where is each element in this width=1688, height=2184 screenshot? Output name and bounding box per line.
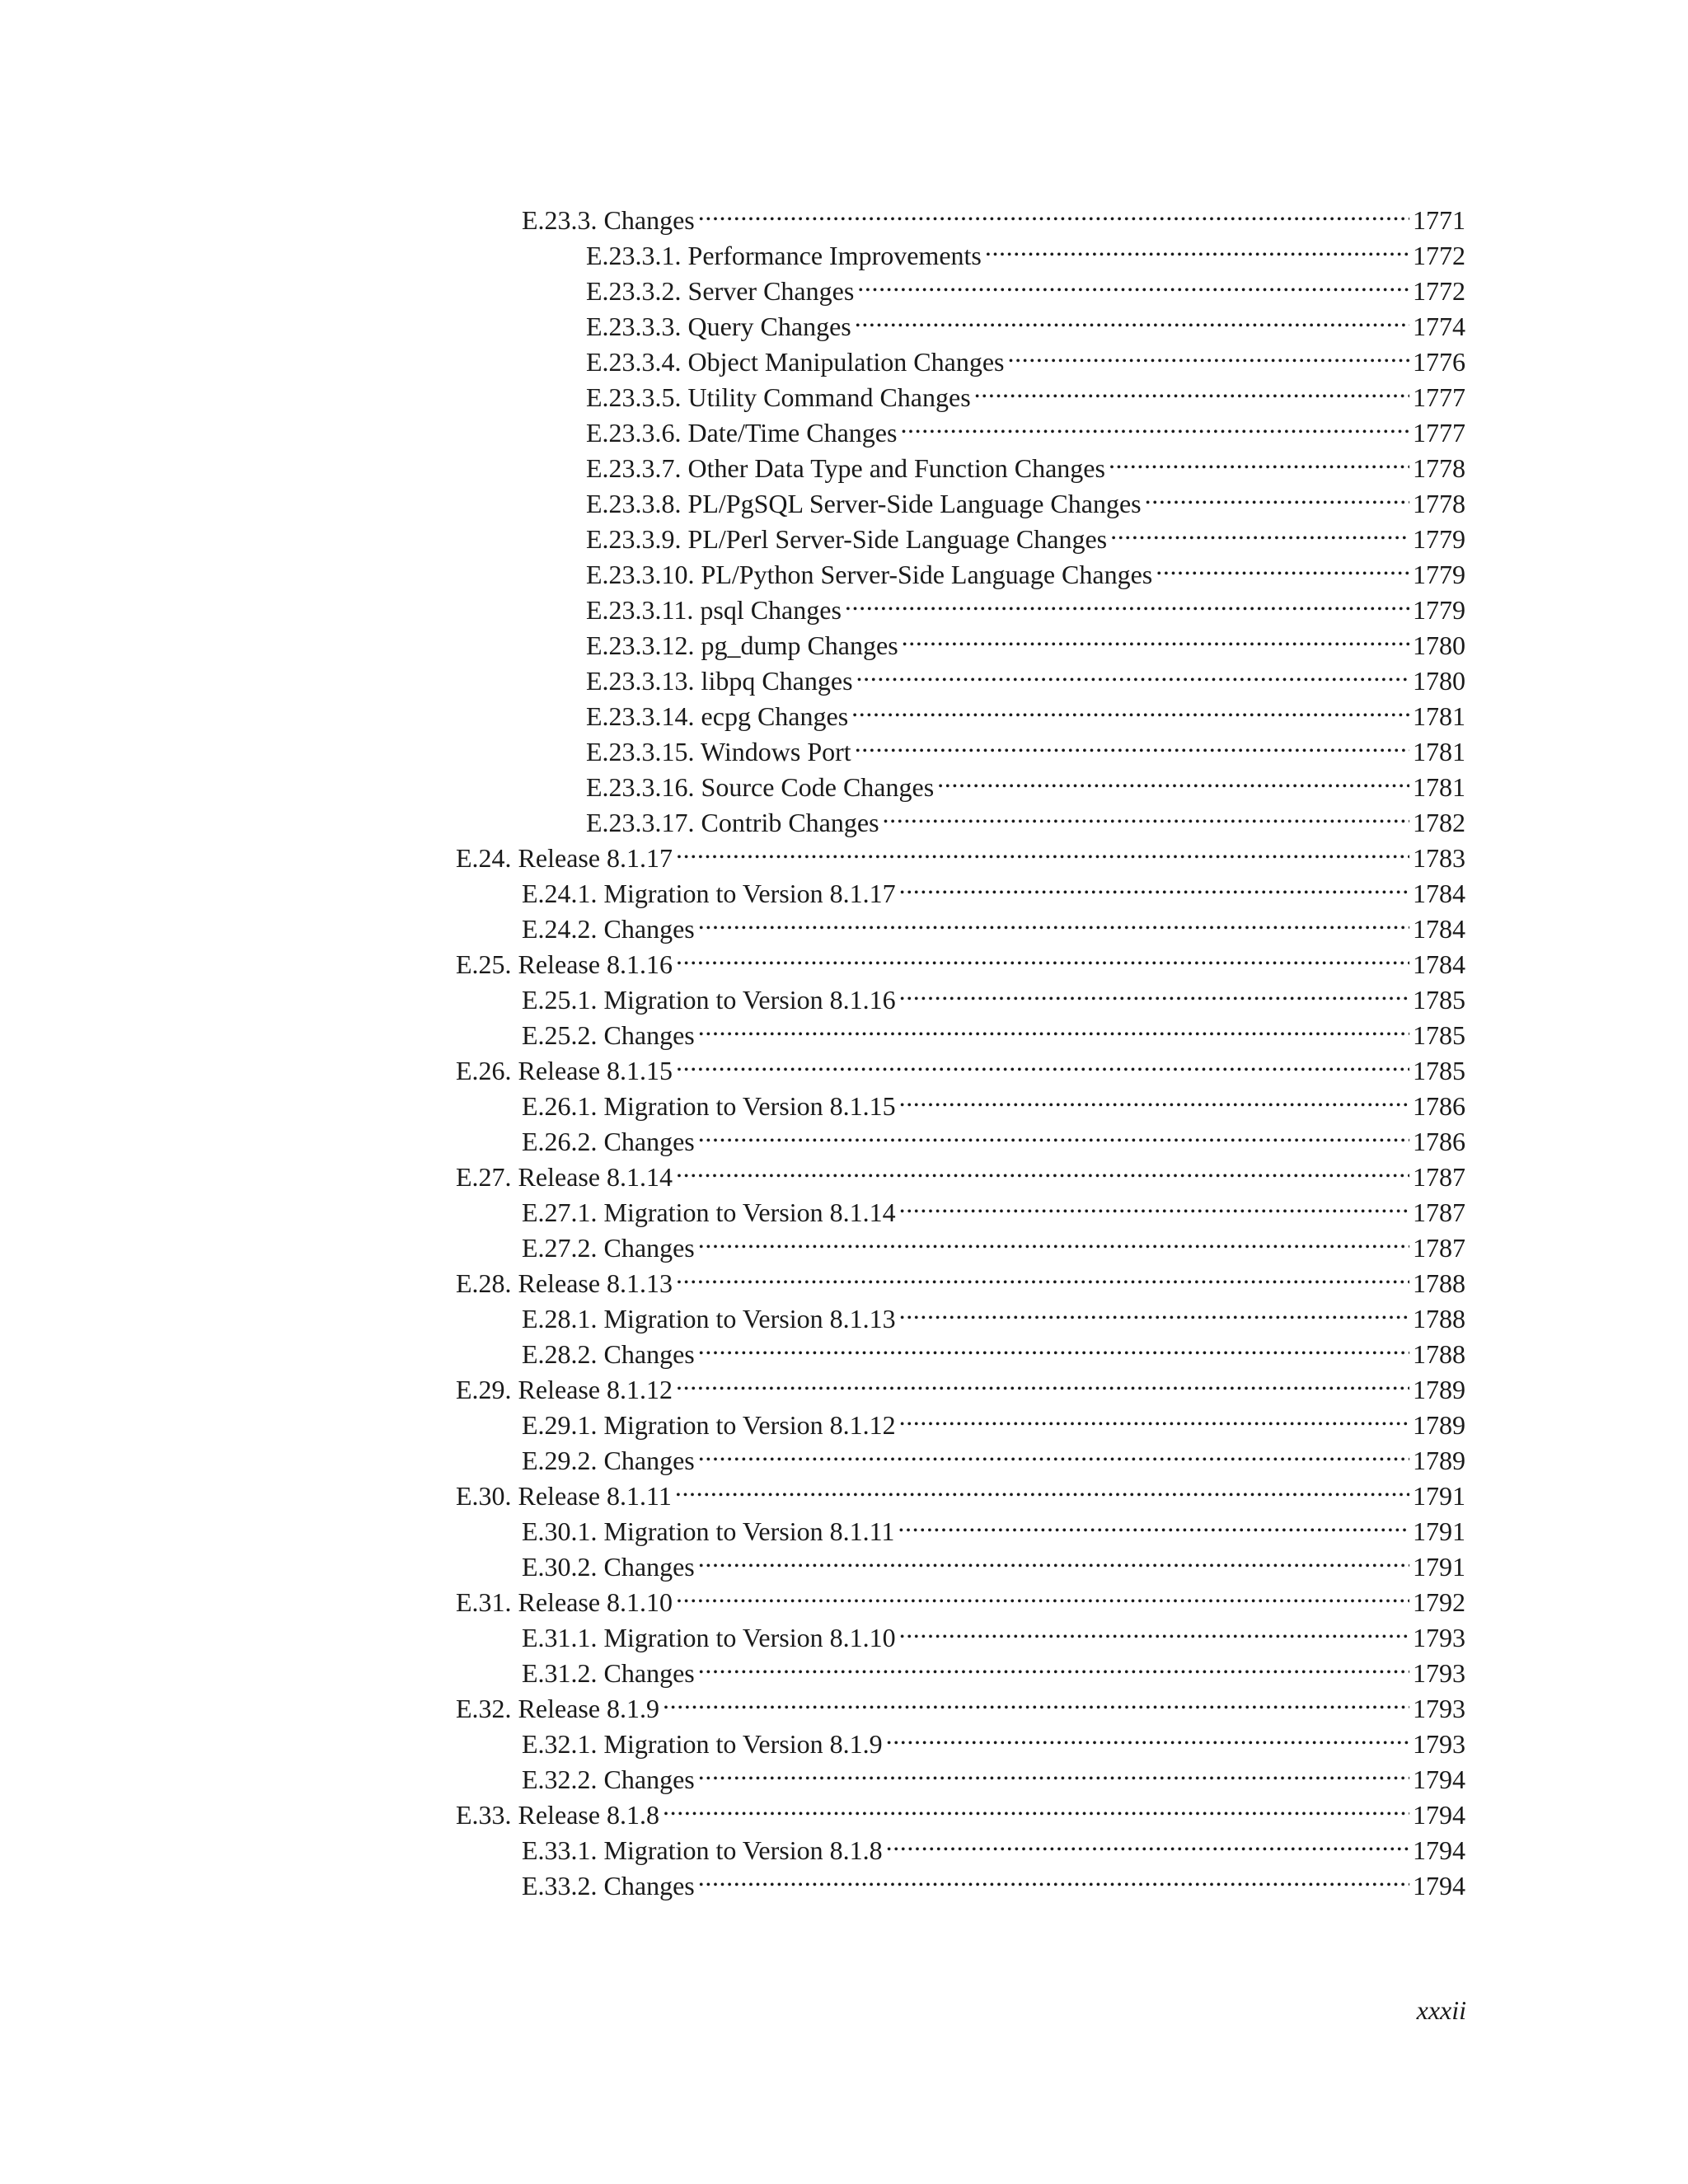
dot-leader: [676, 1363, 1409, 1399]
toc-entry-page: 1779: [1409, 557, 1465, 593]
dot-leader: [698, 1540, 1409, 1576]
dot-leader: [676, 1044, 1409, 1080]
toc-entry-page: 1778: [1409, 451, 1465, 486]
toc-entry-label: E.26.2. Changes: [522, 1127, 695, 1156]
toc-entry-page: 1784: [1409, 912, 1465, 947]
toc-entry-label: E.24.1. Migration to Version 8.1.17: [522, 879, 896, 908]
toc-entry-page: 1793: [1409, 1691, 1465, 1727]
toc-entry-label: E.23.3.5. Utility Command Changes: [586, 382, 971, 412]
toc-entry-label: E.27.2. Changes: [522, 1233, 695, 1263]
toc-entry-label: E.23.3.2. Server Changes: [586, 276, 855, 306]
toc-entry-page: 1787: [1409, 1195, 1465, 1230]
dot-leader: [698, 1115, 1409, 1151]
dot-leader: [1007, 335, 1409, 371]
toc-entry-page: 1780: [1409, 663, 1465, 699]
toc-entry-label: E.28.2. Changes: [522, 1339, 695, 1369]
toc-entry-page: 1794: [1409, 1797, 1465, 1833]
toc-entry-label: E.23.3.14. ecpg Changes: [586, 701, 849, 731]
toc-entry-page: 1783: [1409, 841, 1465, 876]
toc-entry-page: 1788: [1409, 1301, 1465, 1337]
toc-entry-label: E.31.2. Changes: [522, 1658, 695, 1688]
toc-entry-label: E.23.3.4. Object Manipulation Changes: [586, 347, 1005, 377]
toc-entry-page: 1785: [1409, 982, 1465, 1018]
toc-entry-label: E.31. Release 8.1.10: [456, 1587, 673, 1617]
dot-leader: [698, 1647, 1409, 1682]
dot-leader: [1110, 513, 1409, 548]
toc-entry-label: E.23.3.1. Performance Improvements: [586, 241, 982, 270]
toc-entry-page: 1785: [1409, 1053, 1465, 1089]
toc-entry-label: E.23.3.13. libpq Changes: [586, 666, 853, 696]
toc-entry-label: E.30.1. Migration to Version 8.1.11: [522, 1516, 895, 1546]
dot-leader: [883, 796, 1409, 832]
dot-leader: [663, 1682, 1409, 1718]
toc-entry-page: 1793: [1409, 1656, 1465, 1691]
dot-leader: [899, 867, 1409, 902]
toc-entry[interactable]: [456, 194, 1465, 235]
toc-entry-label: E.29.1. Migration to Version 8.1.12: [522, 1410, 896, 1440]
toc-entry-label: E.28. Release 8.1.13: [456, 1268, 673, 1298]
toc-entry-page: 1778: [1409, 486, 1465, 522]
toc-entry-label: E.28.1. Migration to Version 8.1.13: [522, 1304, 896, 1333]
toc-entry-page: 1777: [1409, 415, 1465, 451]
dot-leader: [985, 229, 1409, 265]
toc-entry-label: E.23.3.8. PL/PgSQL Server-Side Language Changes: [586, 489, 1142, 518]
toc-entry-page: 1793: [1409, 1620, 1465, 1656]
toc-entry-page: 1779: [1409, 593, 1465, 628]
dot-leader: [900, 406, 1409, 442]
dot-leader: [676, 832, 1409, 867]
toc-entry-page: 1793: [1409, 1727, 1465, 1762]
toc-entry-page: 1794: [1409, 1833, 1465, 1868]
toc-entry-page: 1785: [1409, 1018, 1465, 1053]
toc-entry-page: 1787: [1409, 1230, 1465, 1266]
toc-entry-page: 1789: [1409, 1443, 1465, 1479]
toc-entry-label: E.23.3.10. PL/Python Server-Side Language Changes: [586, 560, 1153, 589]
toc-entry-label: E.23.3.3. Query Changes: [586, 312, 851, 341]
toc-entry-label: E.25.2. Changes: [522, 1020, 695, 1050]
toc-entry-page: 1772: [1409, 238, 1465, 274]
page-number: xxxii: [1416, 1995, 1466, 2025]
dot-leader: [857, 265, 1409, 300]
toc-entry-label: E.32.2. Changes: [522, 1765, 695, 1794]
toc-entry-label: E.23.3.9. PL/Perl Server-Side Language Changes: [586, 524, 1108, 554]
toc-entry-page: 1784: [1409, 947, 1465, 982]
dot-leader: [698, 1859, 1409, 1895]
dot-leader: [1109, 442, 1409, 477]
toc-entry-label: E.33. Release 8.1.8: [456, 1800, 660, 1830]
dot-leader: [698, 194, 1409, 229]
toc-entry-page: 1774: [1409, 309, 1465, 344]
dot-leader: [886, 1824, 1409, 1859]
toc-entry-label: E.23.3.16. Source Code Changes: [586, 772, 935, 802]
dot-leader: [899, 1080, 1409, 1115]
dot-leader: [899, 1186, 1409, 1221]
toc-entry-label: E.30. Release 8.1.11: [456, 1481, 672, 1511]
toc-entry-page: 1789: [1409, 1408, 1465, 1443]
dot-leader: [698, 902, 1409, 938]
toc-entry-page: 1781: [1409, 734, 1465, 770]
toc-entry-page: 1786: [1409, 1089, 1465, 1124]
toc-entry-page: 1780: [1409, 628, 1465, 663]
dot-leader: [855, 725, 1409, 761]
toc-entry-page: 1772: [1409, 274, 1465, 309]
toc-entry-page: 1781: [1409, 699, 1465, 734]
toc-entry-page: 1794: [1409, 1762, 1465, 1797]
toc-entry-label: E.24.2. Changes: [522, 914, 695, 944]
dot-leader: [676, 1151, 1409, 1186]
toc-entry-page: 1787: [1409, 1160, 1465, 1195]
toc-entry-label: E.23.3.12. pg_dump Changes: [586, 630, 898, 660]
toc-entry-page: 1792: [1409, 1585, 1465, 1620]
dot-leader: [1145, 477, 1409, 513]
toc-entry-label: E.26.1. Migration to Version 8.1.15: [522, 1091, 896, 1121]
toc-entry-label: E.29.2. Changes: [522, 1446, 695, 1475]
dot-leader: [898, 1505, 1409, 1540]
dot-leader: [698, 1009, 1409, 1044]
toc-entry-label: E.24. Release 8.1.17: [456, 843, 673, 873]
toc-entry-label: E.30.2. Changes: [522, 1552, 695, 1582]
toc-entry-page: 1777: [1409, 380, 1465, 415]
toc-entry-label: E.33.1. Migration to Version 8.1.8: [522, 1835, 883, 1865]
dot-leader: [1156, 548, 1409, 583]
dot-leader: [663, 1788, 1409, 1824]
toc-entry-label: E.27. Release 8.1.14: [456, 1162, 673, 1192]
dot-leader: [899, 973, 1409, 1009]
toc-entry-page: 1791: [1409, 1479, 1465, 1514]
toc-entry-page: 1794: [1409, 1868, 1465, 1904]
toc-entry-page: 1791: [1409, 1514, 1465, 1549]
dot-leader: [676, 938, 1409, 973]
toc-entry-label: E.25.1. Migration to Version 8.1.16: [522, 985, 896, 1015]
toc-entry-page: 1781: [1409, 770, 1465, 805]
dot-leader: [937, 761, 1409, 796]
toc-entry-page: 1779: [1409, 522, 1465, 557]
toc-entry-page: 1784: [1409, 876, 1465, 912]
toc-entry-label: E.32.1. Migration to Version 8.1.9: [522, 1729, 883, 1759]
toc-entry-label: E.31.1. Migration to Version 8.1.10: [522, 1623, 896, 1652]
dot-leader: [855, 300, 1409, 335]
toc-entry-page: 1776: [1409, 344, 1465, 380]
dot-leader: [899, 1611, 1409, 1647]
toc-entry-label: E.23.3.15. Windows Port: [586, 737, 851, 766]
dot-leader: [698, 1221, 1409, 1257]
dot-leader: [676, 1576, 1409, 1611]
toc-entry-label: E.27.1. Migration to Version 8.1.14: [522, 1197, 896, 1227]
dot-leader: [845, 583, 1409, 619]
toc-entry-label: E.29. Release 8.1.12: [456, 1375, 673, 1404]
toc-entry-label: E.32. Release 8.1.9: [456, 1694, 660, 1723]
toc-entry-label: E.25. Release 8.1.16: [456, 949, 673, 979]
toc-entry-page: 1786: [1409, 1124, 1465, 1160]
dot-leader: [899, 1399, 1409, 1434]
toc-entry-label: E.23.3.17. Contrib Changes: [586, 808, 879, 837]
toc-entry-label: E.23.3.11. psql Changes: [586, 595, 842, 625]
toc-entry-page: 1782: [1409, 805, 1465, 841]
dot-leader: [974, 371, 1409, 406]
toc-entry-label: E.26. Release 8.1.15: [456, 1056, 673, 1085]
dot-leader: [676, 1257, 1409, 1292]
toc-entry-page: 1788: [1409, 1266, 1465, 1301]
dot-leader: [886, 1718, 1409, 1753]
dot-leader: [698, 1753, 1409, 1788]
dot-leader: [851, 690, 1409, 725]
dot-leader: [902, 619, 1409, 654]
dot-leader: [698, 1434, 1409, 1469]
toc-entry-label: E.23.3. Changes: [522, 205, 695, 235]
table-of-contents: [456, 194, 1465, 1900]
dot-leader: [899, 1292, 1409, 1328]
dot-leader: [856, 654, 1409, 690]
toc-entry-label: E.23.3.7. Other Data Type and Function Changes: [586, 453, 1105, 483]
toc-entry-label: E.23.3.6. Date/Time Changes: [586, 418, 898, 448]
dot-leader: [675, 1469, 1409, 1505]
dot-leader: [698, 1328, 1409, 1363]
toc-entry-page: 1789: [1409, 1372, 1465, 1408]
toc-entry-page: 1791: [1409, 1549, 1465, 1585]
toc-entry-page: 1771: [1409, 203, 1465, 238]
toc-entry-page: 1788: [1409, 1337, 1465, 1372]
toc-entry-label: E.33.2. Changes: [522, 1871, 695, 1900]
